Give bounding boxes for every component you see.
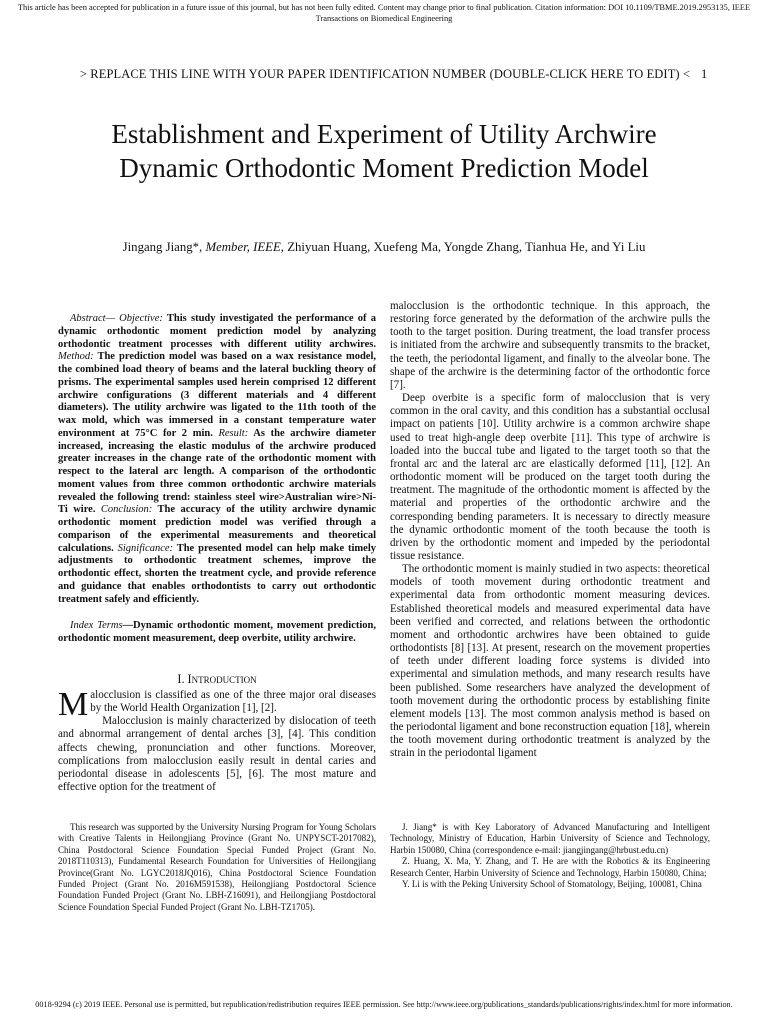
- author-list: [80, 240, 688, 254]
- paper-identification-line: > REPLACE THIS LINE WITH YOUR PAPER IDENTIFICATION NUMBER (DOUBLE-CLICK HERE TO EDIT) <: [79, 67, 691, 81]
- affiliation-footnotes: [390, 822, 710, 890]
- right-paragraph-1: malocclusion is the orthodontic technique. In this approach, the restoring force generated by the deformation of the archwire pulls the tooth to the target position. During treatment, the load transfer process is initiated from the archwire and subsequently transmits to the bracket, the teeth, the periodontal ligament, and finally to the alveolar bone. The shape of the archwire is the determining factor of the orthodontic force [7].: [390, 300, 710, 391]
- authors-rest: Zhiyuan Huang, Xuefeng Ma, Yongde Zhang, Tianhua He, and Yi Liu: [284, 240, 646, 254]
- authors-membership: Member, IEEE,: [205, 240, 284, 254]
- right-column-text: [390, 300, 710, 760]
- conclusion-text: The accuracy of the utility archwire dynamic orthodontic moment prediction model was verified through a comparison of the experimental measurements and theoretical calculations.: [58, 504, 376, 554]
- abstract-label: Abstract—: [70, 313, 115, 324]
- index-terms: [58, 620, 376, 646]
- objective-label: Objective:: [119, 313, 163, 324]
- right-paragraph-3: The orthodontic moment is mainly studied in two aspects: theoretical models of tooth movement during orthodontic treatment and experimental data from orthodontic moment measuring devices. Established theoretical models and measured experimental data have been verified and corrected, and relations between the orthodontic moment and orthodontic archwires have been obtained to guide orthodontists [8] [13]. At present, research on the movement properties of teeth under different loading force systems is divided into experimental and simulation methods, and many research results have been published. Some researchers have analyzed the development of tooth movement during the orthodontic process by establishing finite element models [13]. The most common analysis method is based on the periodontal ligament and bone reconstruction equation [18], wherein the tooth movement during orthodontic treatment is analyzed by the strain in the periodontal ligament: [390, 563, 710, 760]
- paper-title: Establishment and Experiment of Utility Archwire Dynamic Orthodontic Moment Prediction Model: [111, 119, 657, 183]
- affiliation-footnote-2: Z. Huang, X. Ma, Y. Zhang, and T. He are with the Robotics & its Engineering Research Center, Harbin University of Science and Technology, Harbin 150080, China;: [390, 856, 710, 878]
- result-label: Result:: [218, 427, 249, 439]
- page-number: 1: [701, 67, 708, 81]
- index-terms-text: —Dynamic orthodontic moment, movement prediction, orthodontic moment measurement, deep overbite, utility archwire.: [58, 620, 376, 644]
- section-title: Introduction: [187, 672, 257, 686]
- affiliation-footnote-1: J. Jiang* is with Key Laboratory of Advanced Manufacturing and Intelligent Technology, Ministry of Education, Harbin University of Science and Technology, Harbin 150080, China (correspondence e-mail: jiangjingang@hrbust.edu.cn): [390, 822, 710, 855]
- conclusion-label: Conclusion:: [100, 504, 153, 516]
- publication-notice-line1: This article has been accepted for publication in a future issue of this journal, but has not been fully edited. Content may change prior to final publication. Citation information: DOI 10.1109/TBME.2019.2953135, IEEE: [17, 3, 751, 12]
- method-text: The prediction model was based on a wax resistance model, the combined load theory of beams and the lateral buckling theory of prisms. The experimental samples used herein comprised 12 different archwire configurations (3 different materials and 4 different diameters). The utility archwire was ligated to the 11th tooth of the wax mold, which was immersed in a constant temperature water environment at 75°C for 2 min.: [58, 351, 376, 439]
- introduction-text: [58, 686, 376, 794]
- abstract: [58, 313, 376, 606]
- affiliation-footnote-3: Y. Li is with the Peking University School of Stomatology, Beijing, 100081, China: [402, 879, 702, 890]
- index-terms-label: Index Terms: [70, 620, 123, 631]
- result-text: As the archwire diameter increased, increasing the elastic modulus of the archwire produced greater increases in the change rate of the orthodontic moment with respect to the lateral arc length. A comparison of the orthodontic moment values from three common orthodontic archwire materials revealed the following trend: stainless steel wire>Australian wire>Ni-Ti wire.: [58, 427, 376, 516]
- section-heading-introduction: [58, 672, 376, 687]
- intro-paragraph-2: Malocclusion is mainly characterized by dislocation of teeth and abnormal arrangement of dental arches [3], [4]. This condition affects chewing, pronunciation and other functions. Moreover, complications from malocclusion easily result in dental caries and periodontal disease in adolescents [5], [6]. The most mature and effective option for the treatment of: [58, 715, 376, 794]
- objective-text: This study investigated the performance of a dynamic orthodontic moment prediction model by analyzing orthodontic treatment processes with different utility archwires.: [58, 313, 376, 350]
- right-paragraph-2: Deep overbite is a specific form of malocclusion that is very common in the oral cavity, and this condition has a substantial occlusal impact on patients [10]. Utility archwire is a common archwire shape used to treat high-angle deep overbite [11]. This type of archwire is loaded into the buccal tube and ligated to the target tooth so that the frontal arc and the lateral arc are elastically deformed [11], [12]. An orthodontic moment will be produced on the target tooth during the treatment. The magnitude of the orthodontic moment is affected by the material and properties of the orthodontic archwire and the corresponding bending parameters. It is necessary to directly measure the dynamic orthodontic moment of the tooth because the tooth is driven by the orthodontic moment and impeded by the periodontal tissue resistance.: [390, 392, 710, 562]
- publication-notice: [4, 2, 764, 24]
- copyright-notice: 0018-9294 (c) 2019 IEEE. Personal use is permitted, but republication/redistribution requires IEEE permission. See http://www.ieee.org/publications_standards/publications/rights/index.html for more information.: [35, 1000, 733, 1009]
- significance-text: The presented model can help make timely adjustments to orthodontic treatment schemes, improve the orthodontic effect, shorten the treatment cycle, and provide reference and guidance that enables orthodontists to carry out orthodontic treatment safely and efficiently.: [58, 542, 376, 605]
- intro-paragraph-1: [58, 686, 376, 723]
- publication-notice-line2: Transactions on Biomedical Engineering: [315, 14, 453, 23]
- intro-p1-text: alocclusion is classified as one of the three major oral diseases by the World Health Organization [1], [2].: [90, 689, 376, 715]
- funding-footnote: [58, 822, 376, 913]
- method-label: Method:: [58, 351, 94, 363]
- section-number: I.: [177, 672, 188, 686]
- funding-footnote-text: This research was supported by the University Nursing Program for Young Scholars with Creative Talents in Heilongjiang Province (Grant No. UNPYSCT-2017082), China Postdoctoral Science Foundation Special Funded Project (Grant No. 2018T110313), Fundamental Research Foundation for Universities of Heilongjiang Province(Grant No. LGYC2018JQ016), China Postdoctoral Science Foundation Funded Project (Grant No. 2016M591538), Heilongjiang Postdoctoral Science Foundation Funded Project (Grant No. LBH-Z16091), and Heilongjiang Postdoctoral Science Foundation Special Funded Project (Grant No. LBH-TZ1705).: [58, 822, 376, 912]
- drop-cap: M: [58, 686, 89, 723]
- significance-label: Significance:: [117, 542, 174, 554]
- authors-first: Jingang Jiang*,: [122, 240, 206, 254]
